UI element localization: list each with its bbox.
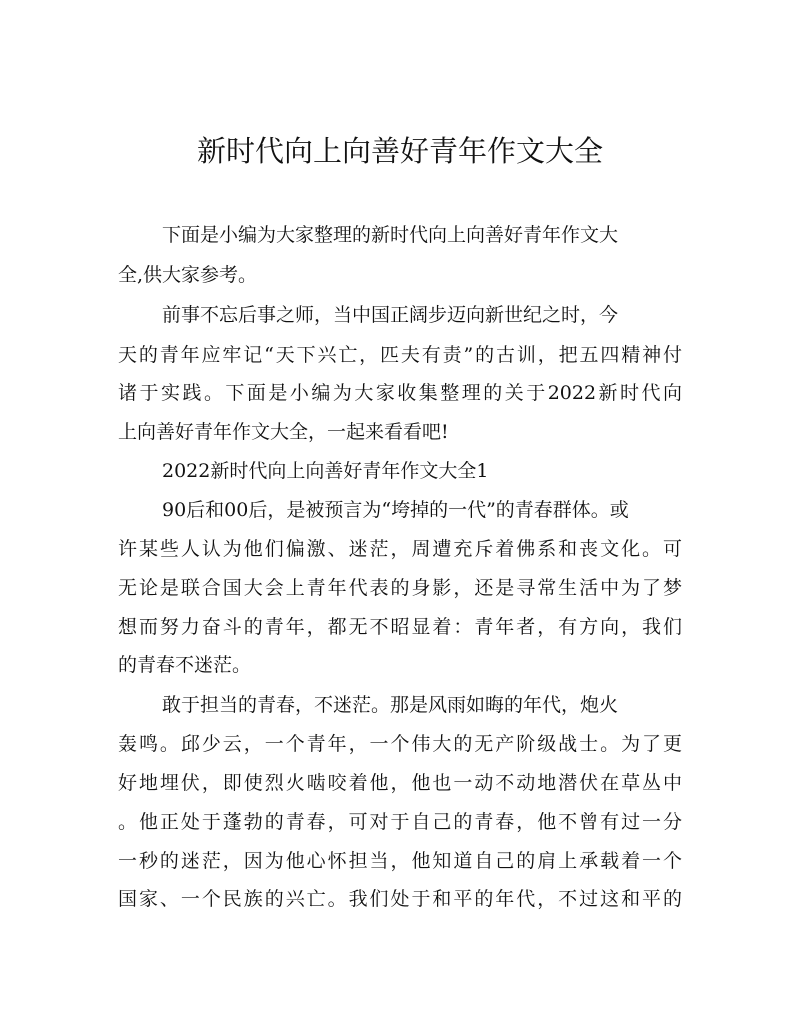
text-line: 轰鸣。邱少云，一个青年，一个伟大的无产阶级战士。为了更 (118, 733, 682, 755)
text-line: 许某些人认为他们偏激、迷茫，周遭充斥着佛系和丧文化。可 (118, 538, 682, 560)
text-line: 90后和00后，是被预言为“垮掉的一代”的青春群体。或 (162, 499, 629, 521)
text-line: 诸于实践。下面是小编为大家收集整理的关于2022新时代向 (118, 382, 682, 404)
text-line: 一秒的迷茫，因为他心怀担当，他知道自己的肩上承载着一个 (118, 850, 682, 872)
text-line: 。他正处于蓬勃的青春，可对于自己的青春，他不曾有过一分 (118, 811, 682, 833)
text-line: 无论是联合国大会上青年代表的身影，还是寻常生活中为了梦 (118, 577, 682, 599)
text-line: 前事不忘后事之师，当中国正阔步迈向新世纪之时，今 (162, 304, 619, 326)
text-line: 上向善好青年作文大全，一起来看看吧! (118, 421, 449, 443)
text-line: 想而努力奋斗的青年，都无不昭显着：青年者，有方向，我们 (118, 616, 682, 638)
text-line: 天的青年应牢记“天下兴亡，匹夫有责”的古训，把五四精神付 (118, 344, 682, 366)
text-line: 下面是小编为大家整理的新时代向上向善好青年作文大 (162, 224, 619, 246)
text-line: 的青春不迷茫。 (118, 654, 252, 676)
text-line: 全,供大家参考。 (118, 264, 258, 286)
text-line: 好地埋伏，即使烈火啮咬着他，他也一动不动地潜伏在草丛中 (118, 772, 682, 794)
section-heading: 2022新时代向上向善好青年作文大全1 (162, 460, 489, 482)
text-line: 敢于担当的青春，不迷茫。那是风雨如晦的年代，炮火 (162, 694, 619, 716)
text-line: 国家、一个民族的兴亡。我们处于和平的年代，不过这和平的 (118, 888, 682, 910)
document-title: 新时代向上向善好青年作文大全 (196, 134, 603, 168)
